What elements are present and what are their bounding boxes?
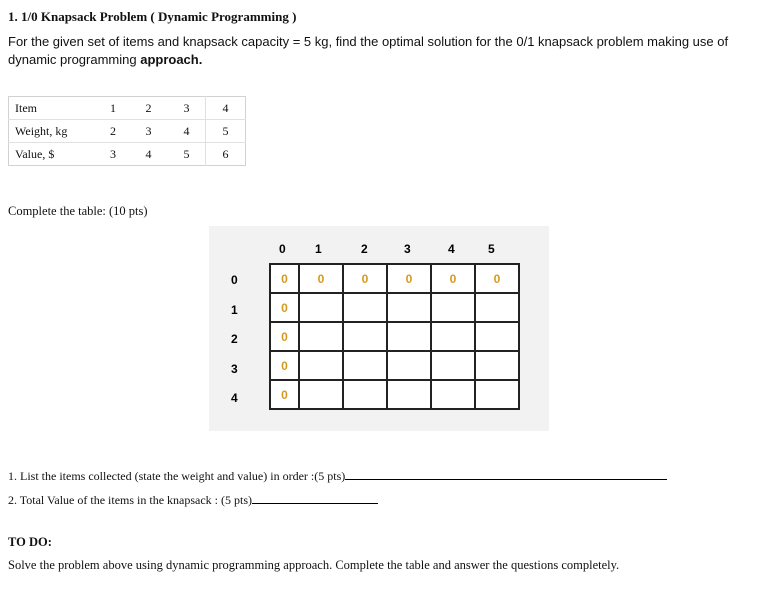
items-cell: 4 bbox=[129, 143, 168, 166]
dp-cell: 0 bbox=[431, 264, 475, 293]
answer-line-items[interactable] bbox=[345, 466, 667, 480]
items-cell: 3 bbox=[97, 143, 129, 166]
items-row-label: Value, $ bbox=[9, 143, 98, 166]
dp-table-grid bbox=[269, 263, 520, 410]
dp-cell bbox=[299, 351, 343, 380]
dp-cell bbox=[475, 380, 519, 409]
dp-cell: 0 bbox=[475, 264, 519, 293]
items-cell: 2 bbox=[97, 120, 129, 143]
dp-cell bbox=[431, 351, 475, 380]
question-items bbox=[8, 466, 667, 484]
dp-cell bbox=[387, 380, 431, 409]
todo-label: TO DO: bbox=[8, 535, 52, 549]
dp-cell bbox=[387, 351, 431, 380]
dp-cell: 0 bbox=[299, 264, 343, 293]
dp-cell: 0 bbox=[270, 322, 299, 351]
dp-cell: 0 bbox=[270, 380, 299, 409]
dp-cell: 0 bbox=[270, 351, 299, 380]
items-row-label: Item bbox=[15, 100, 37, 115]
dp-row bbox=[270, 293, 519, 322]
dp-cell: 0 bbox=[270, 264, 299, 293]
dp-cell bbox=[475, 351, 519, 380]
dp-cell bbox=[431, 380, 475, 409]
items-table bbox=[8, 96, 246, 166]
dp-cell bbox=[343, 351, 387, 380]
problem-description-emphasis: approach. bbox=[140, 52, 203, 67]
question-total bbox=[8, 490, 378, 508]
dp-cell bbox=[343, 322, 387, 351]
question-total-text: 2. Total Value of the items in the knapsack : (5 pts) bbox=[8, 493, 253, 507]
items-cell: 3 bbox=[183, 100, 190, 115]
dp-cell bbox=[343, 380, 387, 409]
problem-title: 1. 1/0 Knapsack Problem ( Dynamic Programming ) bbox=[8, 9, 297, 24]
dp-cell bbox=[387, 322, 431, 351]
dp-cell: 0 bbox=[270, 293, 299, 322]
dp-col-header: 1 bbox=[315, 242, 322, 256]
dp-col-header: 2 bbox=[361, 242, 368, 256]
items-cell: 1 bbox=[110, 100, 116, 115]
dp-cell: 0 bbox=[387, 264, 431, 293]
items-cell: 3 bbox=[129, 120, 168, 143]
dp-row bbox=[270, 380, 519, 409]
dp-row-header: 0 bbox=[231, 273, 238, 287]
dp-col-header: 3 bbox=[404, 242, 411, 256]
todo-instructions: Solve the problem above using dynamic programming approach. Complete the table and answer the questions completely. bbox=[8, 558, 620, 572]
dp-cell bbox=[343, 293, 387, 322]
dp-cell bbox=[475, 293, 519, 322]
items-cell: 2 bbox=[145, 100, 152, 115]
dp-row-header: 4 bbox=[231, 391, 238, 405]
items-row-item bbox=[9, 97, 246, 120]
dp-row bbox=[270, 264, 519, 293]
dp-cell bbox=[299, 293, 343, 322]
answer-line-total[interactable] bbox=[252, 490, 378, 504]
question-items-text: 1. List the items collected (state the weight and value) in order :(5 pts) bbox=[8, 469, 346, 483]
items-cell: 5 bbox=[206, 120, 246, 143]
dp-cell bbox=[431, 293, 475, 322]
dp-row bbox=[270, 351, 519, 380]
items-row-label: Weight, kg bbox=[9, 120, 98, 143]
items-row-value bbox=[9, 143, 246, 166]
dp-cell bbox=[387, 293, 431, 322]
items-row-weight bbox=[9, 120, 246, 143]
dp-cell bbox=[299, 322, 343, 351]
dp-row bbox=[270, 322, 519, 351]
dp-col-header: 5 bbox=[488, 242, 495, 256]
dp-cell bbox=[299, 380, 343, 409]
dp-cell: 0 bbox=[343, 264, 387, 293]
dp-row-header: 2 bbox=[231, 332, 238, 346]
dp-row-header: 1 bbox=[231, 303, 238, 317]
dp-col-header: 0 bbox=[279, 242, 286, 256]
dp-cell bbox=[475, 322, 519, 351]
items-cell: 4 bbox=[168, 120, 206, 143]
dp-row-header: 3 bbox=[231, 362, 238, 376]
items-cell: 6 bbox=[206, 143, 246, 166]
dp-cell bbox=[431, 322, 475, 351]
problem-description bbox=[8, 33, 750, 69]
problem-description-text: For the given set of items and knapsack capacity = 5 kg, find the optimal solution for the 0/1 knapsack problem making use of dynamic programming bbox=[8, 34, 729, 67]
complete-table-label: Complete the table: (10 pts) bbox=[8, 204, 148, 218]
items-cell: 5 bbox=[168, 143, 206, 166]
dp-table-panel bbox=[209, 226, 549, 431]
items-cell: 4 bbox=[206, 97, 246, 120]
dp-col-header: 4 bbox=[448, 242, 455, 256]
